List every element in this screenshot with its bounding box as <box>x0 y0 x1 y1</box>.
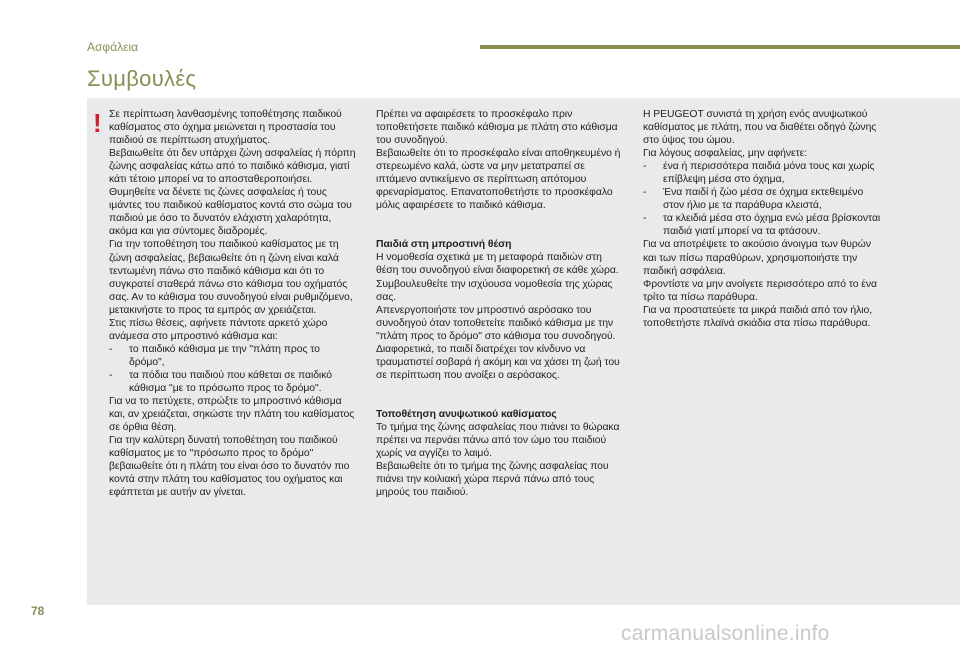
header-rule <box>480 45 960 49</box>
paragraph: Το τμήμα της ζώνης ασφαλείας που πιάνει το θώρακα πρέπει να περνάει πάνω από τον ώμο του παιδιού χωρίς να αγγίζει το λαιμό. <box>376 421 620 460</box>
paragraph: Για την καλύτερη δυνατή τοποθέτηση του παιδικού καθίσματος με το "πρόσωπο προς το δρόμο" βεβαιωθείτε ότι η πλάτη του είναι όσο το δυνατόν πιο κοντά στην πλάτη του καθίσματος του οχήματος και εφάπτεται με αυτήν αν γίνεται. <box>109 435 350 499</box>
watermark: carmanualsonline.info <box>621 622 830 645</box>
page-number: 78 <box>31 604 45 618</box>
paragraph: Για λόγους ασφαλείας, μην αφήνετε: <box>643 148 808 160</box>
paragraph: Σε περίπτωση λανθασμένης τοποθέτησης παιδικού καθίσματος στο όχημα μειώνεται η προστασία του παιδιού σε περίπτωση ατυχήματος. <box>109 109 342 147</box>
column-2 <box>376 108 624 499</box>
rear-seat-list <box>109 343 357 395</box>
list-item: - το παιδικό κάθισμα με την "πλάτη προς το δρόμο", <box>109 343 320 368</box>
paragraph: Για να προστατεύετε τα μικρά παιδιά από τον ήλιο, τοποθετήστε πλαϊνά σκιάδια στα πίσω παράθυρα. <box>643 304 873 329</box>
paragraph: Βεβαιωθείτε ότι δεν υπάρχει ζώνη ασφαλείας ή πόρπη ζώνης ασφαλείας κάτω από το παιδικό κάθισμα, γιατί κάτι τέτοιο μπορεί να το αποσταθεροποιήσει. <box>109 148 356 186</box>
list-item: - τα κλειδιά μέσα στο όχημα ενώ μέσα βρίσκονται παιδιά γιατί μπορεί να τα φτάσουν. <box>643 213 881 238</box>
warning-icon: ! <box>93 108 102 138</box>
paragraph: Απενεργοποιήστε τον μπροστινό αερόσακο του συνοδηγού όταν τοποθετείτε παιδικό κάθισμα με την "πλάτη προς το δρόμο" στο κάθισμα του συνοδηγού. Διαφορετικά, το παιδί διατρέχει τον κίνδυνο να τραυματιστεί σοβαρά ή ακόμη και να χάσει τη ζωή του σε περίπτωση που ανοίξει ο αερόσακος. <box>376 304 620 381</box>
paragraph: Η νομοθεσία σχετικά με τη μεταφορά παιδιών στη θέση του συνοδηγού είναι διαφορετική σε κάθε χώρα. Συμβουλευθείτε την ισχύουσα νομοθεσία της χώρας σας. <box>376 252 619 303</box>
paragraph: Βεβαιωθείτε ότι το τμήμα της ζώνης ασφαλείας που πιάνει την κοιλιακή χώρα περνά πάνω από τους μηρούς του παιδιού. <box>376 461 609 499</box>
paragraph: Στις πίσω θέσεις, αφήνετε πάντοτε αρκετό χώρο ανάμεσα στο μπροστινό κάθισμα και: <box>109 317 328 342</box>
paragraph: Για να το πετύχετε, σπρώξτε το μπροστινό κάθισμα και, αν χρειάζεται, σηκώστε την πλάτη του καθίσματος σε όρθια θέση. <box>109 396 355 434</box>
section-header: Ασφάλεια <box>87 40 139 54</box>
paragraph: Θυμηθείτε να δένετε τις ζώνες ασφαλείας ή τους ιμάντες του παιδικού καθίσματος κοντά στο σώμα του παιδιού με όσο το δυνατόν ελάχιστη χαλαρότητα, ακόμα και για σύντομες διαδρομές. <box>109 187 352 238</box>
column-3 <box>643 108 881 330</box>
paragraph: Η PEUGEOT συνιστά τη χρήση ενός ανυψωτικού καθίσματος με πλάτη, που να διαθέτει οδηγό ζώνης στο ύψος του ώμου. <box>643 109 877 147</box>
paragraph: Βεβαιωθείτε ότι το προσκέφαλο είναι αποθηκευμένο ή στερεωμένο καλά, ώστε να μην μετατραπεί σε ιπτάμενο αντικείμενο σε περίπτωση απότομου φρεναρίσματος. Επανατοποθετήστε το προσκέφαλο μόλις αφαιρέσετε το παιδικό κάθισμα. <box>376 148 621 212</box>
page-title: Συμβουλές <box>87 66 197 91</box>
safety-list <box>643 160 881 238</box>
list-item: - Ένα παιδί ή ζώο μέσα σε όχημα εκτεθειμένο στον ήλιο με τα παράθυρα κλειστά, <box>643 187 864 212</box>
paragraph: Φροντίστε να μην ανοίγετε περισσότερο από το ένα τρίτο τα πίσω παράθυρα. <box>643 278 877 303</box>
paragraph: Πρέπει να αφαιρέσετε το προσκέφαλο πριν τοποθετήσετε παιδικό κάθισμα με πλάτη στο κάθισμα του συνοδηγού. <box>376 109 618 147</box>
list-item: - ένα ή περισσότερα παιδιά μόνα τους και χωρίς επίβλεψη μέσα στο όχημα, <box>643 161 875 186</box>
list-item: - τα πόδια του παιδιού που κάθεται σε παιδικό κάθισμα "με το πρόσωπο προς το δρόμο". <box>109 369 332 394</box>
section-heading-booster-seat: Τοποθέτηση ανυψωτικού καθίσματος <box>376 408 557 420</box>
section-heading-front-seat: Παιδιά στη μπροστινή θέση <box>376 239 512 251</box>
paragraph: Για την τοποθέτηση του παιδικού καθίσματος με τη ζώνη ασφαλείας, βεβαιωθείτε ότι η ζώνη είναι καλά τεντωμένη πάνω στο παιδικό κάθισμα και ότι το συγκρατεί σταθερά πάνω στο κάθισμα του οχήματός σας. Αν το κάθισμα του συνοδηγού είναι ρυθμιζόμενο, μετακινήστε το προς τα εμπρός αν χρειάζεται. <box>109 239 353 316</box>
paragraph: Για να αποτρέψετε το ακούσιο άνοιγμα των θυρών και των πίσω παραθύρων, χρησιμοποιήστε την παιδική ασφάλεια. <box>643 239 871 277</box>
column-1 <box>109 108 357 499</box>
